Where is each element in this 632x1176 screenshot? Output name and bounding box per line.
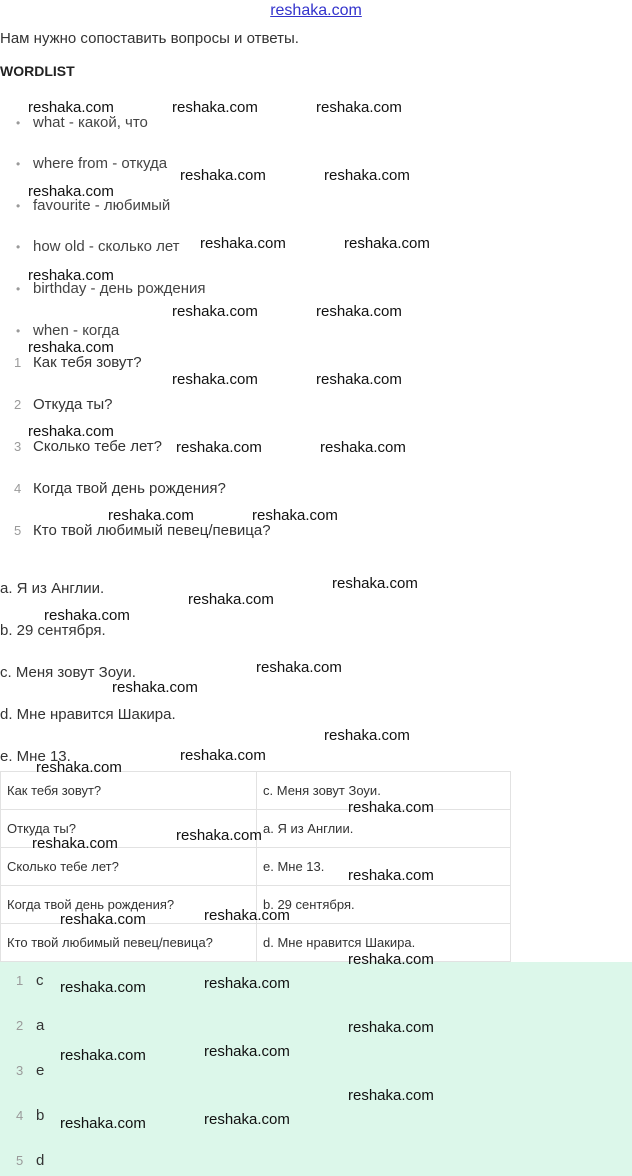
table-row	[1, 924, 511, 962]
watermark: reshaka.com	[60, 1115, 146, 1132]
watermark: reshaka.com	[204, 975, 290, 992]
watermark: reshaka.com	[28, 339, 114, 356]
wordlist-item: • where from - откуда	[16, 155, 168, 172]
question-item: 5 Кто твой любимый певец/певица?	[14, 522, 271, 539]
table-cell-question: Сколько тебе лет?	[1, 848, 257, 886]
watermark: reshaka.com	[204, 1043, 290, 1060]
answer-option: a. Я из Англии.	[0, 580, 105, 597]
watermark: reshaka.com	[188, 591, 274, 608]
watermark: reshaka.com	[180, 167, 266, 184]
watermark: reshaka.com	[172, 303, 258, 320]
wordlist-item: • favourite - любимый	[16, 197, 171, 214]
site-link[interactable]: reshaka.com	[270, 2, 362, 19]
watermark: reshaka.com	[256, 659, 342, 676]
watermark: reshaka.com	[28, 423, 114, 440]
watermark: reshaka.com	[176, 439, 262, 456]
wordlist-item: • what - какой, что	[16, 114, 148, 131]
question-item: 2 Откуда ты?	[14, 396, 113, 413]
watermark: reshaka.com	[252, 507, 338, 524]
watermark: reshaka.com	[204, 907, 290, 924]
watermark: reshaka.com	[176, 827, 262, 844]
watermark: reshaka.com	[108, 507, 194, 524]
table-row	[1, 772, 511, 810]
watermark: reshaka.com	[316, 303, 402, 320]
watermark: reshaka.com	[60, 911, 146, 928]
bullet-icon: •	[16, 324, 21, 338]
watermark: reshaka.com	[324, 167, 410, 184]
answer-option: d. Мне нравится Шакира.	[0, 706, 176, 723]
answer-option: b. 29 сентября.	[0, 622, 106, 639]
answer-option: e. Мне 13.	[0, 748, 71, 765]
wordlist-item: • when - когда	[16, 322, 120, 339]
watermark: reshaka.com	[204, 1111, 290, 1128]
watermark: reshaka.com	[344, 235, 430, 252]
table-cell-question: Кто твой любимый певец/певица?	[1, 924, 257, 962]
question-item: 3 Сколько тебе лет?	[14, 438, 163, 455]
watermark: reshaka.com	[172, 99, 258, 116]
watermark: reshaka.com	[316, 371, 402, 388]
watermark: reshaka.com	[32, 835, 118, 852]
watermark: reshaka.com	[172, 371, 258, 388]
result-item: 2 a	[16, 1017, 45, 1034]
result-item: 1 c	[16, 972, 44, 989]
bullet-icon: •	[16, 240, 21, 254]
watermark: reshaka.com	[36, 759, 122, 776]
watermark: reshaka.com	[60, 979, 146, 996]
watermark: reshaka.com	[60, 1047, 146, 1064]
result-item: 5 d	[16, 1152, 45, 1169]
watermark: reshaka.com	[324, 727, 410, 744]
question-item: 4 Когда твой день рождения?	[14, 480, 226, 497]
watermark: reshaka.com	[44, 607, 130, 624]
watermark: reshaka.com	[28, 267, 114, 284]
wordlist-item: • birthday - день рождения	[16, 280, 206, 297]
bullet-icon: •	[16, 157, 21, 171]
wordlist-item: • how old - сколько лет	[16, 238, 180, 255]
answer-option: c. Меня зовут Зоуи.	[0, 664, 136, 681]
bullet-icon: •	[16, 282, 21, 296]
watermark: reshaka.com	[112, 679, 198, 696]
table-cell-question: Как тебя зовут?	[1, 772, 257, 810]
table-row	[1, 848, 511, 886]
intro-text: Нам нужно сопоставить вопросы и ответы.	[0, 30, 299, 47]
watermark: reshaka.com	[348, 1019, 434, 1036]
table-cell-question: Откуда ты?	[1, 810, 257, 848]
watermark: reshaka.com	[320, 439, 406, 456]
table-cell-question: Когда твой день рождения?	[1, 886, 257, 924]
table-cell-answer: d. Мне нравится Шакира.	[257, 924, 511, 962]
watermark: reshaka.com	[316, 99, 402, 116]
table-cell-answer: e. Мне 13.	[257, 848, 511, 886]
watermark: reshaka.com	[28, 99, 114, 116]
table-cell-answer: b. 29 сентября.	[257, 886, 511, 924]
watermark: reshaka.com	[348, 1087, 434, 1104]
result-item: 4 b	[16, 1107, 45, 1124]
watermark: reshaka.com	[180, 747, 266, 764]
watermark: reshaka.com	[348, 867, 434, 884]
bullet-icon: •	[16, 116, 21, 130]
watermark: reshaka.com	[200, 235, 286, 252]
table-cell-answer: c. Меня зовут Зоуи.	[257, 772, 511, 810]
watermark: reshaka.com	[348, 799, 434, 816]
table-cell-answer: a. Я из Англии.	[257, 810, 511, 848]
wordlist-heading: WORDLIST	[0, 63, 75, 79]
watermark: reshaka.com	[28, 183, 114, 200]
bullet-icon: •	[16, 199, 21, 213]
result-item: 3 e	[16, 1062, 45, 1079]
match-table	[0, 771, 511, 962]
question-item: 1 Как тебя зовут?	[14, 354, 142, 371]
watermark: reshaka.com	[332, 575, 418, 592]
watermark: reshaka.com	[348, 951, 434, 968]
